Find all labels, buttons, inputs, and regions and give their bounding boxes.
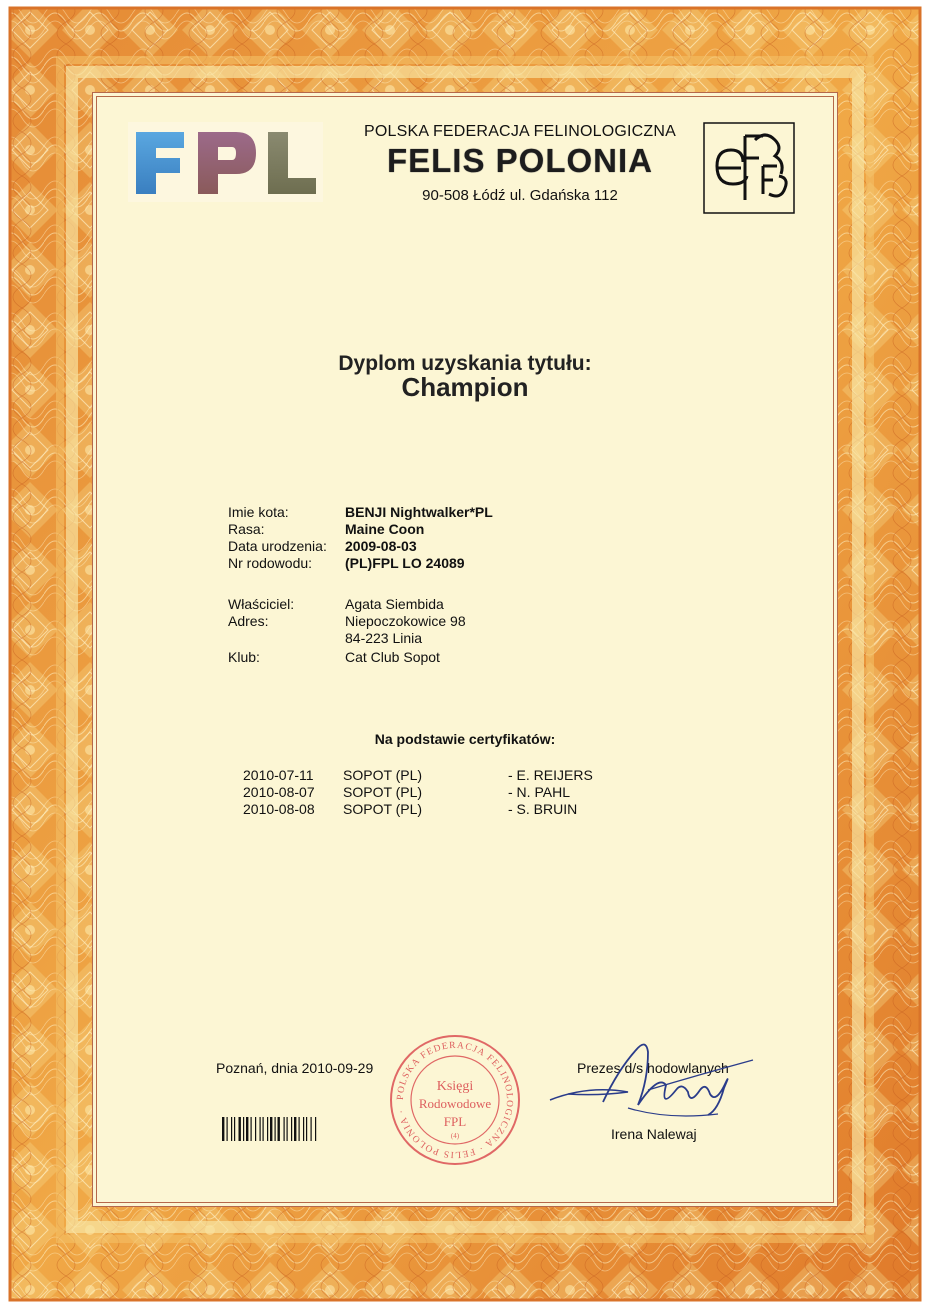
signer-role: Prezes d/s hodowlanych: [577, 1060, 729, 1076]
certificate-place: SOPOT (PL): [343, 767, 423, 783]
address-line1: Niepoczokowice 98: [345, 613, 466, 629]
certificates-header: Na podstawie certyfikatów:: [374, 731, 556, 747]
breed-value: Maine Coon: [345, 521, 425, 537]
address-line2: 84-223 Linia: [345, 630, 423, 646]
birth-value: 2009-08-03: [345, 538, 417, 554]
certificate-date: 2010-07-11: [243, 767, 314, 783]
certificate-judge: - N. PAHL: [508, 784, 570, 800]
stamp-ring-text: POLSKA FEDERACJA FELINOLOGICZNA · FELIS POLONIA ·: [395, 1040, 515, 1160]
club-label: Klub:: [228, 649, 260, 665]
official-stamp: [385, 1030, 525, 1170]
stamp-line4: (4): [450, 1132, 460, 1140]
org-line: POLSKA FEDERACJA FELINOLOGICZNA: [363, 123, 677, 140]
certificate-date: 2010-08-08: [243, 801, 315, 817]
barcode: [222, 1117, 370, 1141]
org-name: FELIS POLONIA: [386, 142, 653, 179]
diploma-title: Dyplom uzyskania tytułu:: [338, 352, 592, 375]
cat-name-label: Imie kota:: [228, 504, 289, 520]
certificate-row: [243, 801, 843, 818]
owner-label: Właściciel:: [228, 596, 295, 612]
stamp-line3: FPL: [443, 1114, 467, 1129]
owner-value: Agata Siembida: [345, 596, 444, 612]
signer-name: Irena Nalewaj: [611, 1126, 697, 1142]
stamp-line1: Księgi: [436, 1079, 474, 1094]
address-label: Adres:: [228, 613, 269, 629]
birth-label: Data urodzenia:: [228, 538, 327, 554]
certificate-judge: - E. REIJERS: [508, 767, 593, 783]
certificate-date: 2010-08-07: [243, 784, 315, 800]
org-address: 90-508 Łódź ul. Gdańska 112: [422, 187, 618, 204]
certificate-place: SOPOT (PL): [343, 784, 423, 800]
pedigree-value: (PL)FPL LO 24089: [345, 555, 465, 571]
pedigree-label: Nr rodowodu:: [228, 555, 313, 571]
cat-name-value: BENJI Nightwalker*PL: [345, 504, 493, 520]
certificate-row: [243, 767, 843, 784]
fife-logo: [703, 122, 795, 214]
club-value: Cat Club Sopot: [345, 649, 440, 665]
certificate-row: [243, 784, 843, 801]
title-name: Champion: [401, 372, 529, 402]
place-and-date: Poznań, dnia 2010-09-29: [216, 1060, 374, 1076]
fpl-logo: [128, 122, 323, 202]
breed-label: Rasa:: [228, 521, 265, 537]
certificate-place: SOPOT (PL): [343, 801, 423, 817]
handwritten-signature: [548, 1030, 758, 1130]
certificate-judge: - S. BRUIN: [508, 801, 578, 817]
stamp-line2: Rodowodowe: [418, 1096, 492, 1111]
